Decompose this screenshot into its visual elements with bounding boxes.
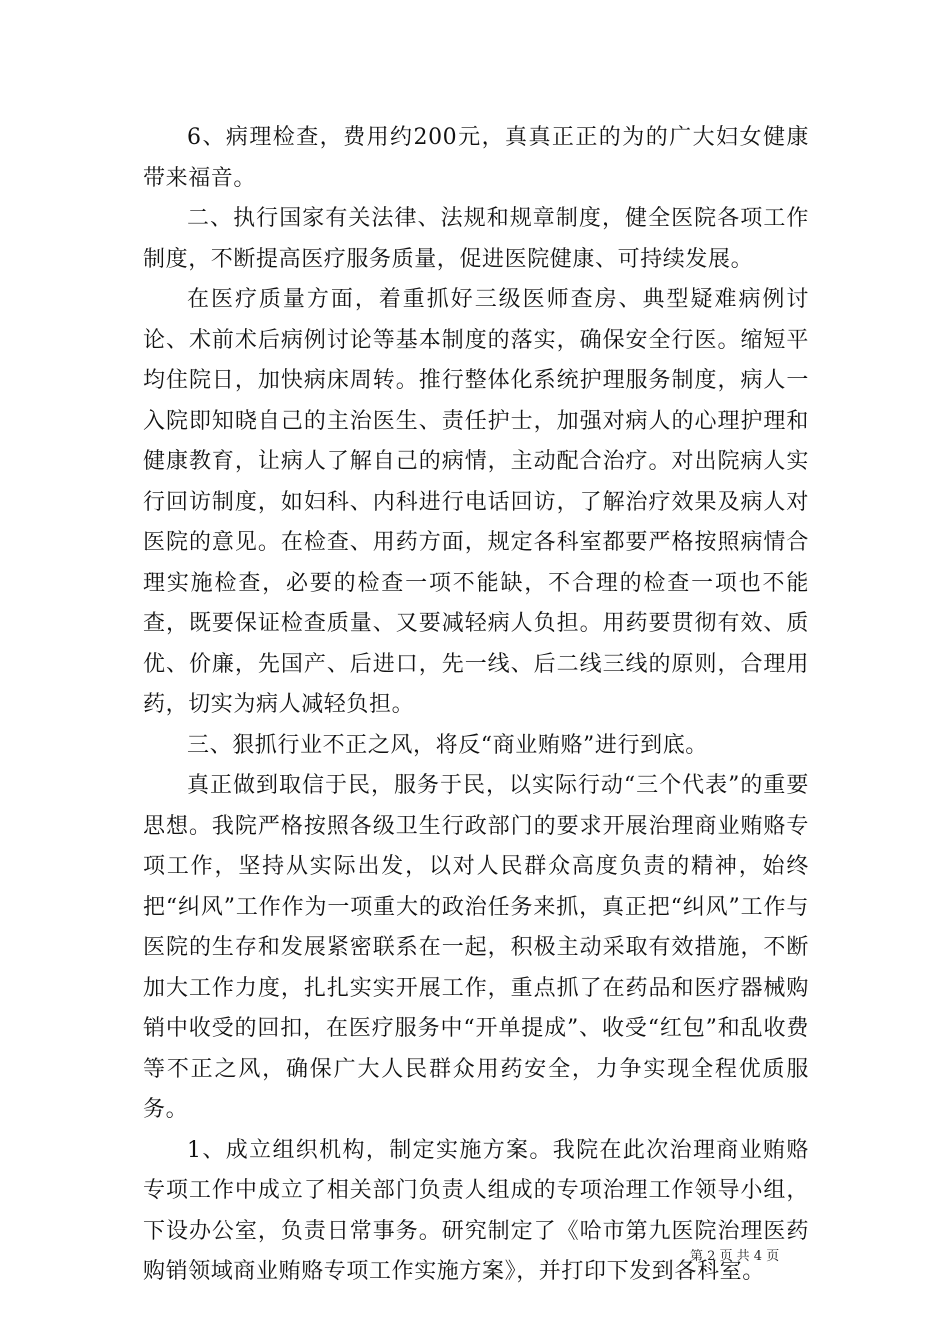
paragraph-pathology-fee: 6、病理检查，费用约200元，真真正正的为的广大妇女健康带来福音。 (143, 125, 809, 191)
paragraph-medical-quality: 在医疗质量方面，着重抓好三级医师查房、典型疑难病例讨论、术前术后病例讨论等基本制度的落实，确保安全行医。缩短平均住院日，加快病床周转。推行整体化系统护理服务制度，病人一入院即知晓自己的主治医生、责任护士，加强对病人的心理护理和健康教育，让病人了解自己的病情，主动配合治疗。对出院病人实行回访制度，如妇科、内科进行电话回访，了解治疗效果及病人对医院的意见。在检查、用药方面，规定各科室都要严格按照病情合理实施检查，必要的检查一项不能缺，不合理的检查一项也不能查，既要保证检查质量、又要减轻病人负担。用药要贯彻有效、质优、价廉，先国产、后进口，先一线、后二线三线的原则，合理用药，切实为病人减轻负担。 (143, 287, 809, 717)
paragraph-anti-bribery: 真正做到取信于民，服务于民，以实际行动“三个代表”的重要思想。我院严格按照各级卫生行政部门的要求开展治理商业贿赂专项工作，坚持从实际出发，以对人民群众高度负责的精神，始终把“纠风”工作作为一项重大的政治任务来抓，真正把“纠风”工作与医院的生存和发展紧密联系在一起，积极主动采取有效措施，不断加大工作力度，扎扎实实开展工作，重点抓了在药品和医疗器械购销中收受的回扣，在医疗服务中“开单提成”、收受“红包”和乱收费等不正之风，确保广大人民群众用药安全，力争实现全程优质服务。 (143, 773, 809, 1122)
document-body (143, 118, 809, 1293)
paragraph-organization-setup: 1、成立组织机构，制定实施方案。我院在此次治理商业贿赂专项工作中成立了相关部门负责人组成的专项治理工作领导小组，下设办公室，负责日常事务。研究制定了《哈市第九医院治理医药购销领域商业贿赂专项工作实施方案》，并打印下发到各科室。 (143, 1137, 809, 1284)
paragraph-section-three-heading: 三、狠抓行业不正之风，将反“商业贿赂”进行到底。 (187, 732, 708, 758)
page-number-footer: 第 2 页 共 4 页 (690, 1249, 780, 1264)
paragraph-section-two-heading: 二、执行国家有关法律、法规和规章制度，健全医院各项工作制度，不断提高医疗服务质量，促进医院健康、可持续发展。 (143, 206, 809, 272)
